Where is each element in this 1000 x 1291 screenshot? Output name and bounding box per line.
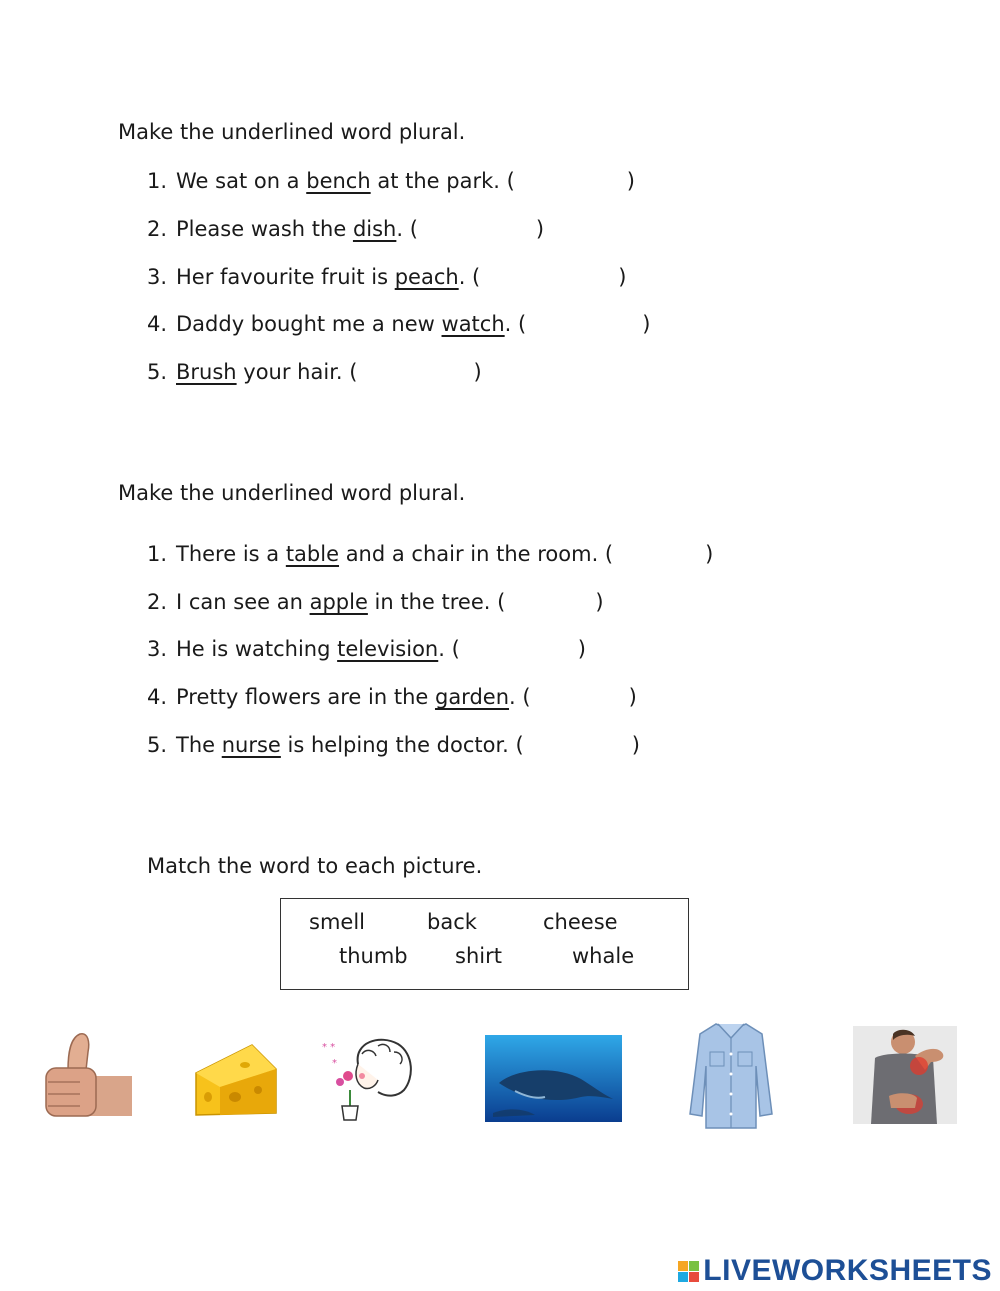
underlined-word: apple — [309, 590, 368, 614]
answer-input-2-4[interactable] — [531, 687, 629, 709]
word-back[interactable]: back — [427, 910, 477, 934]
liveworksheets-logo — [678, 1254, 992, 1288]
section3-heading: Match the word to each picture. — [147, 854, 483, 878]
shirt-image[interactable] — [688, 1018, 774, 1130]
section1-heading: Make the underlined word plural. — [118, 120, 466, 144]
whale-image[interactable] — [485, 1035, 622, 1122]
word-bank — [280, 898, 689, 990]
underlined-word: dish — [352, 217, 397, 241]
question-1-1: 1. We sat on a bench at the park. ( ) — [147, 169, 635, 193]
question-2-5: 5. The nurse is helping the doctor. ( ) — [147, 733, 640, 757]
answer-input-2-1[interactable] — [613, 544, 705, 566]
answer-input-1-4[interactable] — [526, 314, 642, 336]
answer-input-2-3[interactable] — [460, 639, 578, 661]
back-image[interactable] — [853, 1026, 957, 1124]
svg-text:*: * — [332, 1058, 337, 1069]
question-2-3: 3. He is watching television. ( ) — [147, 637, 586, 661]
logo-badge-icon — [678, 1261, 699, 1282]
word-whale[interactable]: whale — [572, 944, 635, 968]
underlined-word: table — [285, 542, 340, 566]
question-number: 1. — [147, 169, 168, 193]
question-1-4: 4. Daddy bought me a new watch. ( ) — [147, 312, 651, 336]
question-1-3: 3. Her favourite fruit is peach. ( ) — [147, 265, 627, 289]
question-2-2: 2. I can see an apple in the tree. ( ) — [147, 590, 604, 614]
answer-input-1-3[interactable] — [480, 267, 618, 289]
brand-name: LIVEWORKSHEETS — [703, 1254, 992, 1287]
underlined-word: garden — [434, 685, 510, 709]
answer-input-2-5[interactable] — [524, 735, 632, 757]
answer-input-1-1[interactable] — [515, 171, 627, 193]
cheese-image[interactable] — [190, 1035, 280, 1120]
smell-image[interactable] — [318, 1034, 418, 1126]
word-smell[interactable]: smell — [309, 910, 365, 934]
underlined-word: bench — [306, 169, 371, 193]
question-1-2: 2. Please wash the dish. ( ) — [147, 217, 545, 241]
section2-heading: Make the underlined word plural. — [118, 481, 466, 505]
thumb-image[interactable] — [40, 1030, 132, 1120]
word-shirt[interactable]: shirt — [455, 944, 502, 968]
answer-input-1-5[interactable] — [357, 362, 473, 384]
underlined-word: Brush — [176, 360, 237, 384]
word-cheese[interactable]: cheese — [543, 910, 618, 934]
answer-input-1-2[interactable] — [418, 219, 536, 241]
underlined-word: watch — [441, 312, 505, 336]
question-2-1: 1. There is a table and a chair in the room. ( ) — [147, 542, 714, 566]
svg-text:* *: * * — [322, 1042, 336, 1053]
question-1-5: 5. Brush your hair. ( ) — [147, 360, 482, 384]
question-2-4: 4. Pretty flowers are in the garden. ( ) — [147, 685, 637, 709]
answer-input-2-2[interactable] — [505, 592, 595, 614]
underlined-word: television — [337, 637, 439, 661]
word-thumb[interactable]: thumb — [339, 944, 408, 968]
underlined-word: nurse — [221, 733, 281, 757]
underlined-word: peach — [394, 265, 459, 289]
